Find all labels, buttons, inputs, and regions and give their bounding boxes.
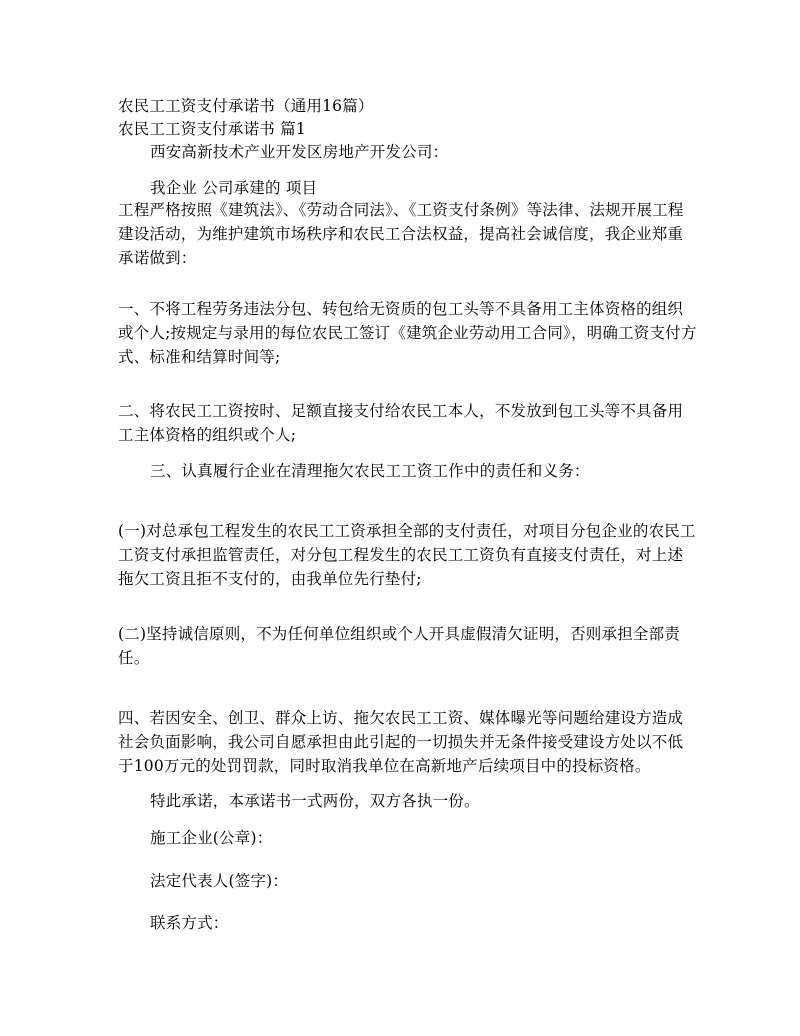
clause-4: 四、若因安全、创卫、群众上访、拖欠农民工工资、媒体曝光等问题给建设方造成社会负面影响，我公司自愿承担由此引起的一切损失并无条件接受建设方处以不低于100万元的处罚罚款，同时取消我单位在高新地产后续项目中的投标资格。: [118, 709, 684, 775]
intro-paragraph: 工程严格按照《建筑法》、《劳动合同法》、《工资支付条例》等法律、法规开展工程建设活动，为维护建筑市场秩序和农民工合法权益，提高社会诚信度，我企业郑重承诺做到：: [118, 201, 684, 267]
section-title: 农民工工资支付承诺书 篇1: [118, 120, 306, 138]
clause-2: 二、将农民工工资按时、足额直接支付给农民工本人，不发放到包工头等不具备用工主体资格的组织或个人;: [118, 402, 684, 444]
signature-company: 施工企业(公章)：: [150, 829, 273, 847]
clause-1: 一、不将工程劳务违法分包、转包给无资质的包工头等不具备用工主体资格的组织或个人;按规定与录用的每位农民工签订《建筑企业劳动用工合同》，明确工资支付方式、标准和结算时间等;: [118, 300, 697, 366]
closing-statement: 特此承诺，本承诺书一式两份，双方各执一份。: [150, 792, 480, 810]
clause-3-1: (一)对总承包工程发生的农民工工资承担全部的支付责任，对项目分包企业的农民工工资支付承担监管责任，对分包工程发生的农民工工资负有直接支付责任，对上述拖欠工资且拒不支付的，由我单位先行垫付;: [118, 522, 696, 588]
signature-contact: 联系方式：: [150, 914, 229, 932]
addressee: 西安高新技术产业开发区房地产开发公司：: [150, 143, 449, 161]
clause-3: 三、认真履行企业在清理拖欠农民工工资工作中的责任和义务：: [150, 462, 590, 480]
signature-representative: 法定代表人(签字)：: [150, 872, 289, 890]
clause-3-2: (二)坚持诚信原则，不为任何单位组织或个人开具虚假清欠证明，否则承担全部责任。: [118, 625, 680, 667]
intro-line: 我企业 公司承建的 项目: [150, 179, 318, 197]
document-title: 农民工工资支付承诺书（通用16篇）: [118, 97, 374, 115]
